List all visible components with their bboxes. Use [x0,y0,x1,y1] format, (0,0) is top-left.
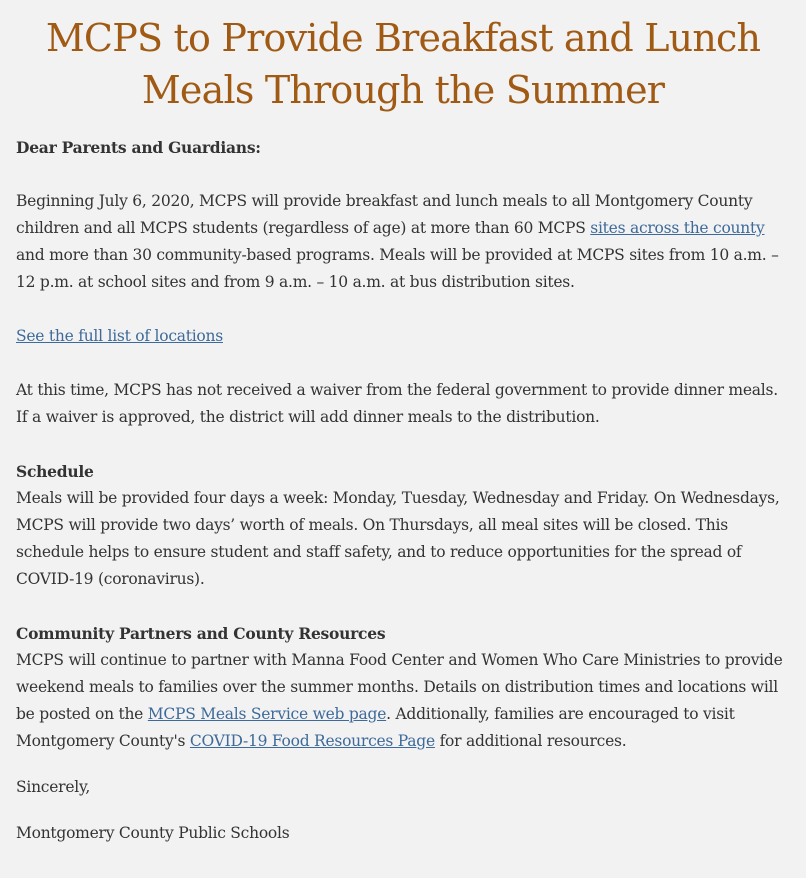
waiver-paragraph: At this time, MCPS has not received a waiver from the federal government to provide dinner meals. If a waiver is approved, the district will add dinner meals to the distribution. [16,381,778,426]
intro-paragraph [16,188,790,296]
schedule-heading: Schedule [16,462,94,481]
community-text-1: MCPS will continue to partner with Manna Food Center and Women Who Care Ministries to provide weekend meals to families over the summer months. Details on distribution times and locations will be posted on the [16,651,783,723]
schedule-paragraph: Meals will be provided four days a week: Monday, Tuesday, Wednesday and Friday. On Wednesdays, MCPS will provide two days’ worth of meals. On Thursdays, all meal sites will be closed. This schedule helps to ensure student and staff safety, and to reduce opportunities for the spread of COVID-19 (coronavirus). [16,489,780,588]
community-text-2: . Additionally, families are encouraged to visit Montgomery County's [16,705,735,750]
locations-paragraph [16,323,790,350]
covid-food-resources-link[interactable]: COVID-19 Food Resources Page [189,732,435,750]
greeting: Dear Parents and Guardians: [16,138,261,157]
intro-text-1: Beginning July 6, 2020, MCPS will provide breakfast and lunch meals to all Montgomery County children and all MCPS students (regardless of age) at more than 60 MCPS [16,192,753,237]
meals-service-link[interactable]: MCPS Meals Service web page [147,705,387,723]
signature: Montgomery County Public Schools [16,824,290,842]
sites-across-county-link[interactable]: sites across the county [590,219,765,237]
community-text-3: for additional resources. [434,732,627,750]
letter-body [16,134,790,847]
closing: Sincerely, [16,778,91,796]
community-heading: Community Partners and County Resources [16,624,386,643]
intro-text-2: and more than 30 community-based programs. Meals will be provided at MCPS sites from 10 a.m. – 12 p.m. at school sites and from 9 a.m. – 10 a.m. at bus distribution sites. [16,246,779,291]
page-title: MCPS to Provide Breakfast and Lunch Meals Through the Summer [45,16,761,112]
full-list-locations-link[interactable]: See the full list of locations [16,327,223,345]
community-paragraph [16,647,790,755]
